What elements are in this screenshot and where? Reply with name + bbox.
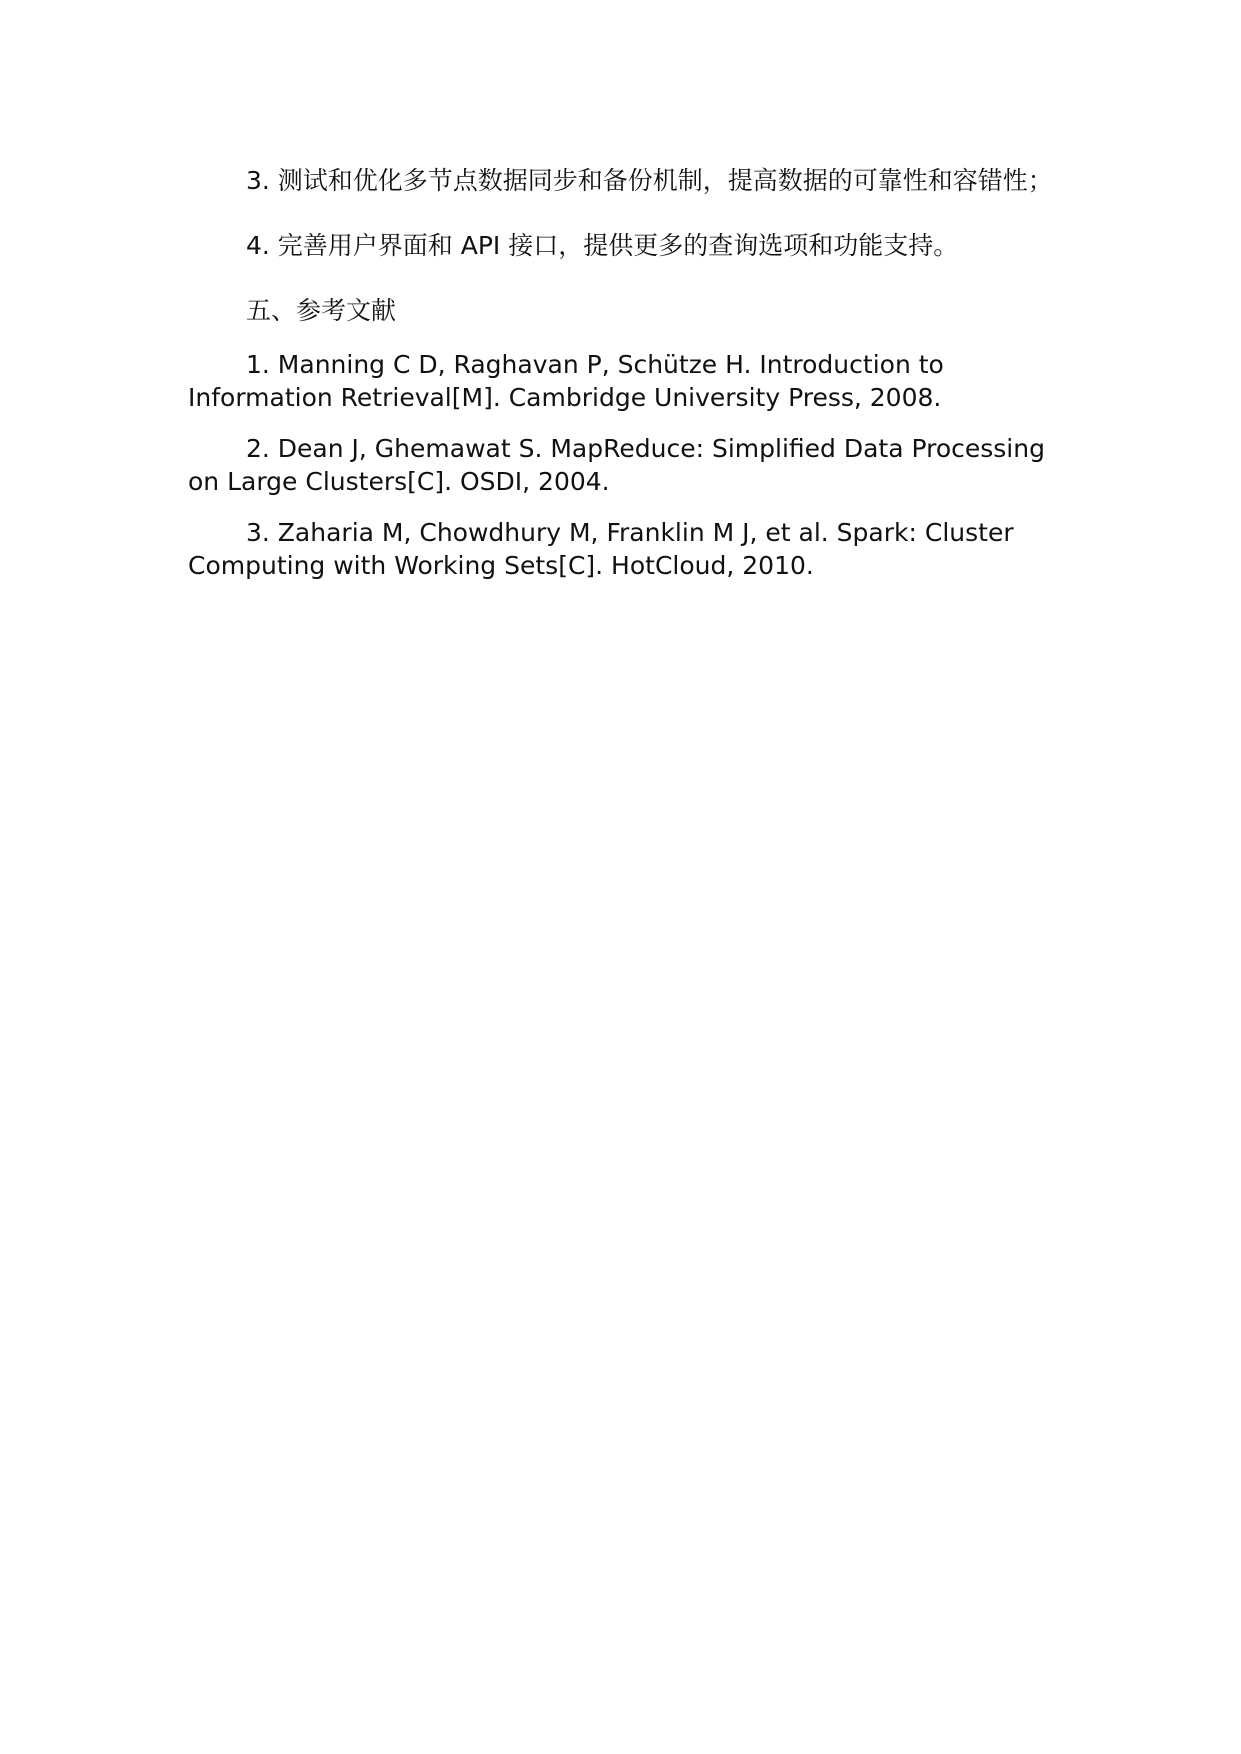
plan-item-4: 4. 完善用户界面和 API 接口，提供更多的查询选项和功能支持。 [246,231,959,260]
reference-item-1: 1. Manning C D, Raghavan P, Schütze H. Introduction to Information Retrieval[M]. Cambridge University Press, 2008. [188,350,944,412]
reference-list [188,348,1058,582]
plan-item-3: 3. 测试和优化多节点数据同步和备份机制，提高数据的可靠性和容错性； [246,166,1053,195]
reference-item-2: 2. Dean J, Ghemawat S. MapReduce: Simplified Data Processing on Large Clusters[C]. OSDI, 2004. [188,434,1045,496]
reference-item-3: 3. Zaharia M, Chowdhury M, Franklin M J, et al. Spark: Cluster Computing with Working Sets[C]. HotCloud, 2010. [188,518,1014,580]
references-heading: 五、参考文献 [246,296,397,325]
page-content [188,158,1058,600]
